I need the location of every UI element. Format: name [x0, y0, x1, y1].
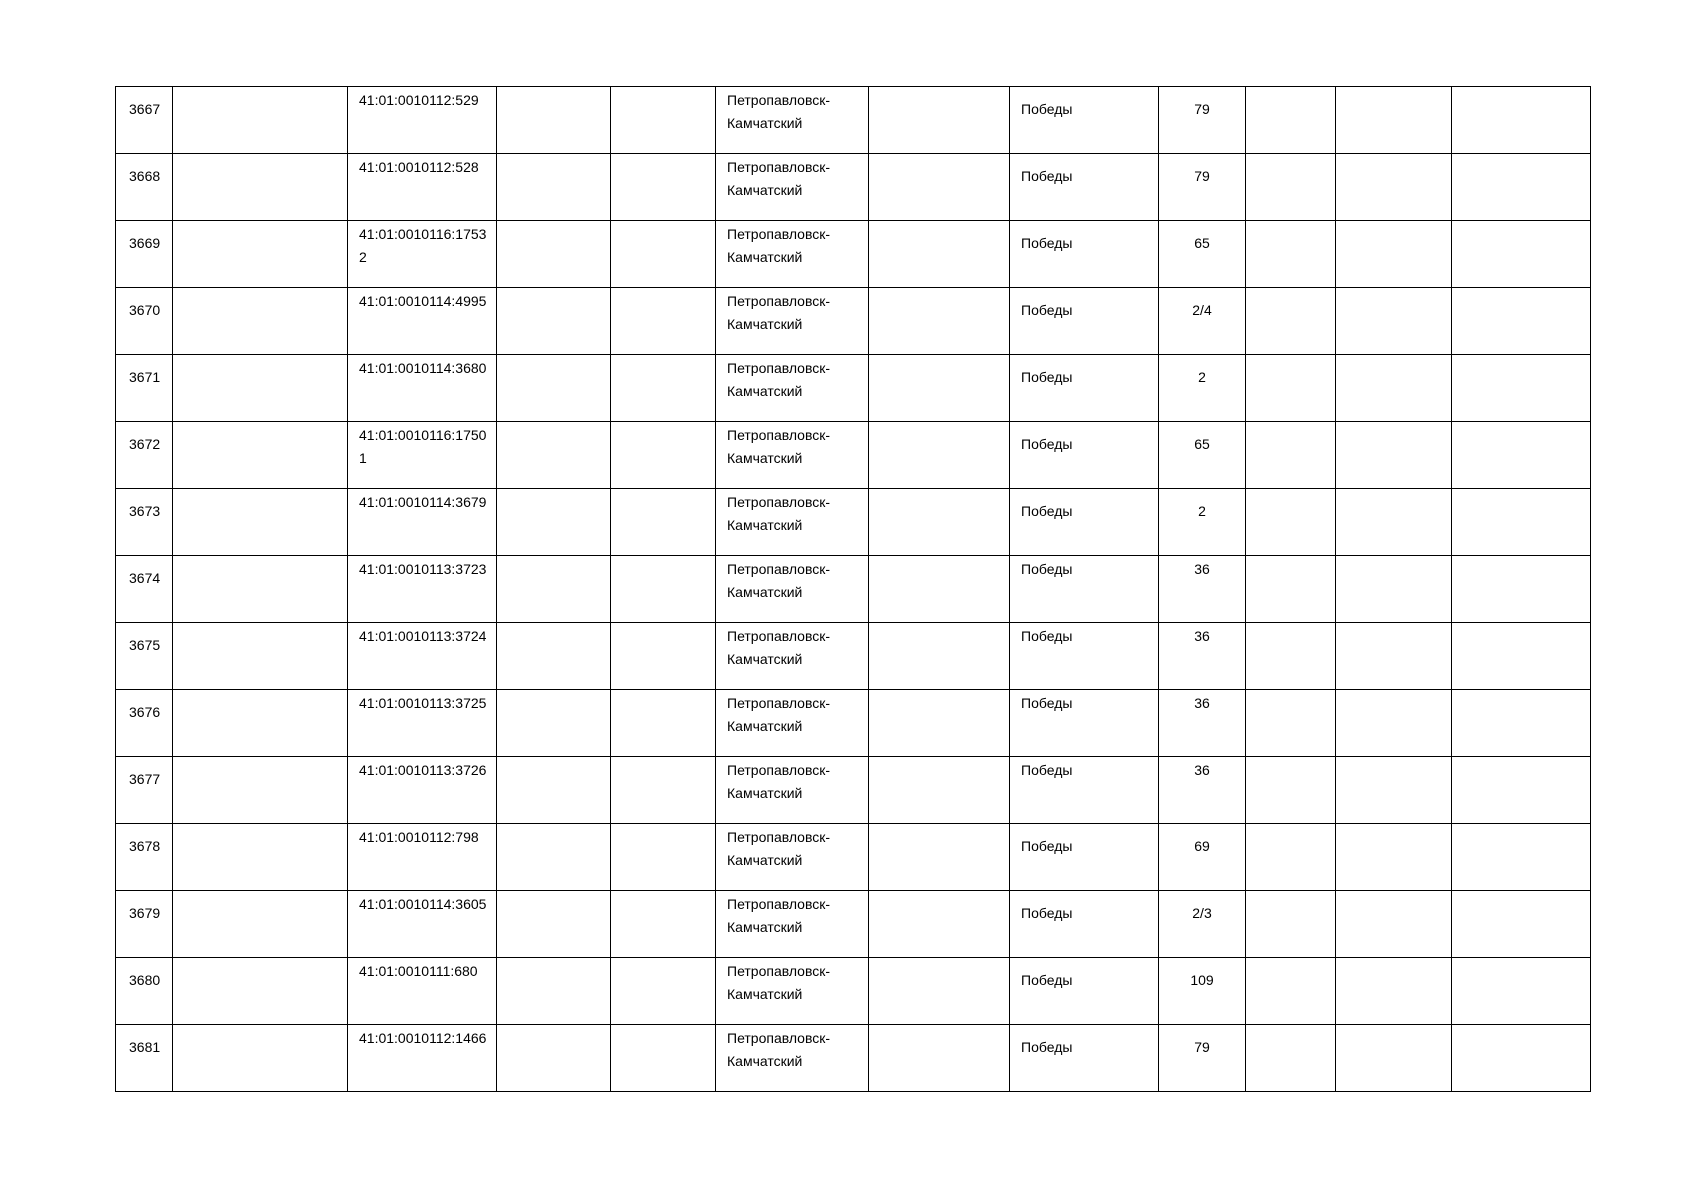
house-number: 2/4 — [1192, 302, 1212, 318]
empty-cell — [1246, 355, 1336, 422]
row-number-cell — [116, 288, 173, 355]
row-number-cell — [116, 489, 173, 556]
empty-cell — [869, 221, 1010, 288]
street-cell — [1010, 221, 1159, 288]
cadastral-number-cell — [348, 623, 497, 690]
house-number: 36 — [1194, 561, 1210, 577]
cadastral-number-cell — [348, 422, 497, 489]
row-number: 3674 — [129, 570, 161, 586]
table-row — [116, 489, 1591, 556]
empty-cell — [869, 288, 1010, 355]
empty-cell — [611, 221, 716, 288]
cadastral-number-cell — [348, 556, 497, 623]
cadastral-number-cell — [348, 690, 497, 757]
empty-cell — [1336, 221, 1452, 288]
cadastral-number: 41:01:0010114:4995 — [359, 293, 487, 309]
street-name: Победы — [1021, 101, 1073, 117]
row-number-cell — [116, 556, 173, 623]
city-cell — [716, 891, 869, 958]
row-number: 3673 — [129, 503, 161, 519]
empty-cell — [173, 958, 348, 1025]
house-number: 79 — [1194, 1039, 1210, 1055]
street-name: Победы — [1021, 168, 1073, 184]
cadastral-number: 41:01:0010112:1466 — [359, 1030, 487, 1046]
street-name: Победы — [1021, 561, 1073, 577]
empty-cell — [1336, 154, 1452, 221]
table-row — [116, 623, 1591, 690]
empty-cell — [611, 556, 716, 623]
empty-cell — [1452, 556, 1591, 623]
house-number: 79 — [1194, 101, 1210, 117]
empty-cell — [1452, 958, 1591, 1025]
house-number-cell — [1159, 824, 1246, 891]
city-cell — [716, 355, 869, 422]
empty-cell — [1452, 757, 1591, 824]
cadastral-number-cell — [348, 891, 497, 958]
empty-cell — [1246, 556, 1336, 623]
empty-cell — [611, 958, 716, 1025]
empty-cell — [497, 221, 611, 288]
empty-cell — [497, 1025, 611, 1092]
street-cell — [1010, 556, 1159, 623]
row-number: 3677 — [129, 771, 161, 787]
empty-cell — [1452, 422, 1591, 489]
house-number-cell — [1159, 1025, 1246, 1092]
empty-cell — [173, 87, 348, 154]
row-number: 3681 — [129, 1039, 161, 1055]
empty-cell — [1246, 623, 1336, 690]
street-cell — [1010, 891, 1159, 958]
empty-cell — [173, 221, 348, 288]
empty-cell — [1336, 355, 1452, 422]
street-cell — [1010, 489, 1159, 556]
row-number-cell — [116, 958, 173, 1025]
house-number-cell — [1159, 690, 1246, 757]
table-row — [116, 891, 1591, 958]
city-name: Петропавловск-Камчатский — [727, 360, 831, 399]
city-name: Петропавловск-Камчатский — [727, 896, 831, 935]
row-number-cell — [116, 154, 173, 221]
empty-cell — [1246, 757, 1336, 824]
empty-cell — [611, 489, 716, 556]
street-name: Победы — [1021, 503, 1073, 519]
house-number-cell — [1159, 422, 1246, 489]
cadastral-number: 41:01:0010113:3725 — [359, 695, 487, 711]
empty-cell — [173, 154, 348, 221]
registry-table — [115, 86, 1591, 1092]
table-row — [116, 355, 1591, 422]
empty-cell — [173, 1025, 348, 1092]
cadastral-number-cell — [348, 824, 497, 891]
house-number: 2 — [1198, 369, 1206, 385]
row-number: 3678 — [129, 838, 161, 854]
street-name: Победы — [1021, 369, 1073, 385]
house-number-cell — [1159, 221, 1246, 288]
table-row — [116, 288, 1591, 355]
table-row — [116, 757, 1591, 824]
table-row — [116, 422, 1591, 489]
street-cell — [1010, 690, 1159, 757]
street-cell — [1010, 422, 1159, 489]
empty-cell — [1246, 690, 1336, 757]
empty-cell — [1336, 556, 1452, 623]
house-number: 65 — [1194, 235, 1210, 251]
empty-cell — [611, 757, 716, 824]
empty-cell — [1452, 690, 1591, 757]
empty-cell — [1336, 690, 1452, 757]
table-row — [116, 824, 1591, 891]
row-number-cell — [116, 891, 173, 958]
house-number: 36 — [1194, 628, 1210, 644]
empty-cell — [1246, 891, 1336, 958]
cadastral-number: 41:01:0010116:17501 — [359, 427, 487, 466]
table-row — [116, 87, 1591, 154]
city-name: Петропавловск-Камчатский — [727, 762, 831, 801]
empty-cell — [497, 556, 611, 623]
row-number: 3667 — [129, 101, 161, 117]
cadastral-number: 41:01:0010111:680 — [359, 963, 478, 979]
table-row — [116, 1025, 1591, 1092]
empty-cell — [1452, 288, 1591, 355]
street-cell — [1010, 623, 1159, 690]
row-number-cell — [116, 824, 173, 891]
cadastral-number-cell — [348, 87, 497, 154]
row-number-cell — [116, 1025, 173, 1092]
empty-cell — [497, 623, 611, 690]
empty-cell — [1452, 87, 1591, 154]
city-cell — [716, 623, 869, 690]
empty-cell — [869, 757, 1010, 824]
empty-cell — [173, 891, 348, 958]
city-name: Петропавловск-Камчатский — [727, 628, 831, 667]
row-number-cell — [116, 623, 173, 690]
city-cell — [716, 1025, 869, 1092]
row-number-cell — [116, 221, 173, 288]
city-cell — [716, 489, 869, 556]
table-row — [116, 958, 1591, 1025]
table-row — [116, 690, 1591, 757]
empty-cell — [497, 489, 611, 556]
city-name: Петропавловск-Камчатский — [727, 226, 831, 265]
city-name: Петропавловск-Камчатский — [727, 92, 831, 131]
house-number: 79 — [1194, 168, 1210, 184]
empty-cell — [173, 690, 348, 757]
city-name: Петропавловск-Камчатский — [727, 293, 831, 332]
cadastral-number-cell — [348, 757, 497, 824]
row-number: 3668 — [129, 168, 161, 184]
empty-cell — [1452, 1025, 1591, 1092]
empty-cell — [497, 824, 611, 891]
street-name: Победы — [1021, 762, 1073, 778]
empty-cell — [869, 623, 1010, 690]
empty-cell — [1246, 958, 1336, 1025]
street-cell — [1010, 1025, 1159, 1092]
empty-cell — [497, 891, 611, 958]
empty-cell — [869, 958, 1010, 1025]
empty-cell — [173, 623, 348, 690]
street-cell — [1010, 87, 1159, 154]
empty-cell — [173, 355, 348, 422]
empty-cell — [1452, 824, 1591, 891]
empty-cell — [869, 556, 1010, 623]
empty-cell — [1452, 623, 1591, 690]
empty-cell — [173, 556, 348, 623]
row-number: 3675 — [129, 637, 161, 653]
empty-cell — [1246, 489, 1336, 556]
house-number-cell — [1159, 623, 1246, 690]
empty-cell — [1452, 221, 1591, 288]
empty-cell — [869, 690, 1010, 757]
empty-cell — [1336, 87, 1452, 154]
empty-cell — [611, 422, 716, 489]
street-name: Победы — [1021, 838, 1073, 854]
empty-cell — [497, 87, 611, 154]
empty-cell — [1246, 154, 1336, 221]
street-cell — [1010, 154, 1159, 221]
street-cell — [1010, 288, 1159, 355]
street-name: Победы — [1021, 436, 1073, 452]
house-number: 36 — [1194, 695, 1210, 711]
empty-cell — [1246, 824, 1336, 891]
empty-cell — [611, 288, 716, 355]
empty-cell — [173, 288, 348, 355]
empty-cell — [869, 154, 1010, 221]
street-name: Победы — [1021, 1039, 1073, 1055]
cadastral-number: 41:01:0010114:3605 — [359, 896, 487, 912]
city-cell — [716, 288, 869, 355]
city-cell — [716, 690, 869, 757]
street-cell — [1010, 757, 1159, 824]
empty-cell — [1452, 154, 1591, 221]
empty-cell — [869, 87, 1010, 154]
house-number-cell — [1159, 757, 1246, 824]
house-number-cell — [1159, 288, 1246, 355]
empty-cell — [869, 891, 1010, 958]
street-name: Победы — [1021, 695, 1073, 711]
house-number-cell — [1159, 154, 1246, 221]
table-row — [116, 221, 1591, 288]
city-cell — [716, 824, 869, 891]
cadastral-number-cell — [348, 1025, 497, 1092]
cadastral-number-cell — [348, 221, 497, 288]
street-name: Победы — [1021, 972, 1073, 988]
row-number-cell — [116, 757, 173, 824]
house-number: 69 — [1194, 838, 1210, 854]
street-name: Победы — [1021, 628, 1073, 644]
house-number-cell — [1159, 958, 1246, 1025]
empty-cell — [497, 690, 611, 757]
house-number-cell — [1159, 891, 1246, 958]
city-cell — [716, 221, 869, 288]
cadastral-number: 41:01:0010116:17532 — [359, 226, 487, 265]
city-name: Петропавловск-Камчатский — [727, 159, 831, 198]
cadastral-number: 41:01:0010112:798 — [359, 829, 479, 845]
city-name: Петропавловск-Камчатский — [727, 1030, 831, 1069]
empty-cell — [497, 958, 611, 1025]
empty-cell — [611, 154, 716, 221]
empty-cell — [1452, 891, 1591, 958]
street-name: Победы — [1021, 302, 1073, 318]
empty-cell — [173, 824, 348, 891]
table-row — [116, 556, 1591, 623]
empty-cell — [869, 1025, 1010, 1092]
city-cell — [716, 958, 869, 1025]
row-number: 3672 — [129, 436, 161, 452]
empty-cell — [1336, 623, 1452, 690]
empty-cell — [1336, 489, 1452, 556]
empty-cell — [1336, 757, 1452, 824]
row-number: 3680 — [129, 972, 161, 988]
city-name: Петропавловск-Камчатский — [727, 427, 831, 466]
empty-cell — [869, 422, 1010, 489]
empty-cell — [173, 422, 348, 489]
cadastral-number: 41:01:0010114:3680 — [359, 360, 487, 376]
cadastral-number: 41:01:0010113:3723 — [359, 561, 487, 577]
cadastral-number: 41:01:0010112:529 — [359, 92, 479, 108]
empty-cell — [869, 489, 1010, 556]
street-cell — [1010, 958, 1159, 1025]
street-cell — [1010, 355, 1159, 422]
row-number: 3676 — [129, 704, 161, 720]
city-cell — [716, 757, 869, 824]
cadastral-number-cell — [348, 355, 497, 422]
row-number: 3679 — [129, 905, 161, 921]
city-cell — [716, 154, 869, 221]
cadastral-number: 41:01:0010114:3679 — [359, 494, 487, 510]
empty-cell — [1246, 422, 1336, 489]
empty-cell — [611, 891, 716, 958]
house-number-cell — [1159, 87, 1246, 154]
row-number: 3671 — [129, 369, 161, 385]
empty-cell — [1336, 824, 1452, 891]
empty-cell — [869, 824, 1010, 891]
empty-cell — [611, 623, 716, 690]
street-name: Победы — [1021, 905, 1073, 921]
empty-cell — [611, 690, 716, 757]
row-number: 3670 — [129, 302, 161, 318]
street-name: Победы — [1021, 235, 1073, 251]
house-number: 65 — [1194, 436, 1210, 452]
empty-cell — [1336, 1025, 1452, 1092]
empty-cell — [1336, 288, 1452, 355]
cadastral-number: 41:01:0010112:528 — [359, 159, 479, 175]
empty-cell — [1246, 288, 1336, 355]
empty-cell — [611, 1025, 716, 1092]
house-number-cell — [1159, 355, 1246, 422]
empty-cell — [1336, 958, 1452, 1025]
table-body — [116, 87, 1591, 1092]
city-name: Петропавловск-Камчатский — [727, 963, 831, 1002]
house-number: 2 — [1198, 503, 1206, 519]
house-number-cell — [1159, 556, 1246, 623]
empty-cell — [497, 288, 611, 355]
house-number: 2/3 — [1192, 905, 1212, 921]
empty-cell — [497, 422, 611, 489]
empty-cell — [497, 154, 611, 221]
empty-cell — [173, 489, 348, 556]
empty-cell — [1452, 489, 1591, 556]
empty-cell — [173, 757, 348, 824]
empty-cell — [1246, 1025, 1336, 1092]
empty-cell — [611, 824, 716, 891]
row-number-cell — [116, 422, 173, 489]
house-number: 109 — [1190, 972, 1214, 988]
empty-cell — [1246, 221, 1336, 288]
city-cell — [716, 87, 869, 154]
row-number-cell — [116, 355, 173, 422]
house-number: 36 — [1194, 762, 1210, 778]
cadastral-number-cell — [348, 958, 497, 1025]
empty-cell — [611, 355, 716, 422]
city-name: Петропавловск-Камчатский — [727, 561, 831, 600]
empty-cell — [497, 757, 611, 824]
city-name: Петропавловск-Камчатский — [727, 494, 831, 533]
cadastral-number-cell — [348, 489, 497, 556]
city-cell — [716, 422, 869, 489]
row-number: 3669 — [129, 235, 161, 251]
city-cell — [716, 556, 869, 623]
empty-cell — [611, 87, 716, 154]
row-number-cell — [116, 87, 173, 154]
empty-cell — [1336, 422, 1452, 489]
cadastral-number: 41:01:0010113:3726 — [359, 762, 487, 778]
table-row — [116, 154, 1591, 221]
cadastral-number: 41:01:0010113:3724 — [359, 628, 487, 644]
empty-cell — [1336, 891, 1452, 958]
empty-cell — [497, 355, 611, 422]
city-name: Петропавловск-Камчатский — [727, 829, 831, 868]
cadastral-number-cell — [348, 288, 497, 355]
row-number-cell — [116, 690, 173, 757]
street-cell — [1010, 824, 1159, 891]
empty-cell — [1246, 87, 1336, 154]
house-number-cell — [1159, 489, 1246, 556]
city-name: Петропавловск-Камчатский — [727, 695, 831, 734]
empty-cell — [1452, 355, 1591, 422]
empty-cell — [869, 355, 1010, 422]
cadastral-number-cell — [348, 154, 497, 221]
